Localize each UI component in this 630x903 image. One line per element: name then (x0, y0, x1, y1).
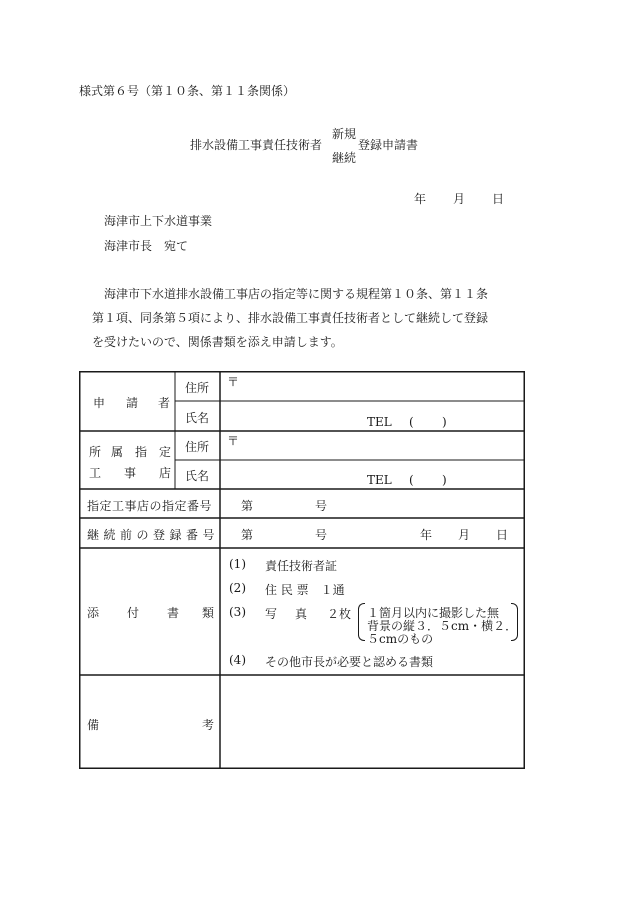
application-form-table (79, 371, 525, 769)
affiliation-label-1: 所 (89, 445, 102, 459)
applicant-postal-mark: 〒 (227, 375, 240, 389)
applicant-tel-field[interactable] (393, 412, 513, 429)
prior-registration-day: 日 (496, 528, 509, 542)
date-month: 月 (453, 192, 466, 206)
attachment-3-text-c: ２枚 (327, 607, 352, 621)
addressee-mayor: 海津市長 宛て (104, 239, 189, 253)
prior-registration-date-field[interactable] (349, 523, 499, 544)
prior-registration-go: 号 (315, 528, 328, 542)
applicant-tel-paren-close: ) (442, 415, 447, 429)
prior-registration-number-field[interactable] (257, 523, 311, 544)
attachment-3-note-line-1: １箇月以内に撮影した無 (367, 606, 500, 620)
form-number: 様式第６号（第１０条、第１１条関係） (79, 84, 296, 98)
applicant-name-label: 氏名 (185, 411, 210, 425)
attachment-1-number: (1) (229, 557, 246, 571)
attachment-2-text: 住 民 票 １通 (265, 583, 345, 597)
affiliation-tel-paren-open: ( (409, 473, 414, 487)
body-line-1: 海津市下水道排水設備工事店の指定等に関する規程第１０条、第１１条 (104, 287, 489, 301)
title-prefix: 排水設備工事責任技術者 (190, 138, 323, 152)
applicant-tel-paren-open: ( (409, 415, 414, 429)
date-year: 年 (414, 192, 427, 206)
attachment-3-number: (3) (229, 605, 246, 619)
affiliation-tel-field[interactable] (393, 470, 513, 487)
prior-registration-label: 継続前の登録番号 (87, 528, 220, 542)
affiliation-tel-paren-close: ) (442, 473, 447, 487)
attachment-4-number: (4) (229, 653, 246, 667)
affiliation-tel-label: TEL (367, 473, 392, 487)
attachment-3-text-b: 真 (295, 607, 308, 621)
designation-number-label: 指定工事店の指定番号 (87, 499, 213, 513)
prior-registration-month: 月 (458, 528, 471, 542)
affiliation-address-field[interactable] (226, 435, 516, 456)
attachment-3-text-a: 写 (265, 607, 278, 621)
body-line-2: 第１項、同条第５項により、排水設備工事責任技術者として継続して登録 (92, 311, 489, 325)
attachment-1-text: 責任技術者証 (265, 559, 338, 573)
designation-dai: 第 (241, 499, 254, 513)
affiliation-label-4: 定 (159, 445, 172, 459)
applicant-tel-label: TEL (367, 415, 392, 429)
attachment-3-note-line-3: ５cmのもの (367, 632, 434, 646)
attachments-label-4: 類 (202, 606, 215, 620)
attachment-3-brace-left (358, 603, 365, 641)
applicant-name-field[interactable] (226, 404, 366, 428)
addressee-org: 海津市上下水道事業 (104, 214, 213, 228)
attachments-label-3: 書 (167, 606, 180, 620)
designation-number-field[interactable] (257, 494, 311, 514)
applicant-label-2: 請 (126, 396, 139, 410)
affiliation-address-label: 住所 (185, 440, 210, 454)
date-day: 日 (492, 192, 505, 206)
remarks-label-2: 考 (202, 718, 215, 732)
applicant-address-field[interactable] (226, 376, 516, 396)
affiliation-name-label: 氏名 (185, 469, 210, 483)
attachment-4-text: その他市長が必要と認める書類 (265, 655, 434, 669)
affiliation-label-6: 事 (124, 466, 137, 480)
applicant-label-3: 者 (158, 396, 171, 410)
attachment-2-number: (2) (229, 581, 246, 595)
attachment-3-brace-right (511, 603, 518, 641)
applicant-address-label: 住所 (185, 381, 210, 395)
remarks-label-1: 備 (87, 718, 100, 732)
title-suffix: 登録申請書 (358, 138, 419, 152)
affiliation-label-7: 店 (159, 466, 172, 480)
affiliation-label-2: 属 (111, 445, 124, 459)
attachment-3-note-line-2: 背景の縦３．５cm・横２． (367, 619, 518, 633)
prior-registration-year: 年 (420, 528, 433, 542)
affiliation-name-field[interactable] (226, 463, 366, 487)
applicant-label-1: 申 (93, 396, 106, 410)
remarks-field[interactable] (225, 680, 519, 764)
affiliation-label-5: 工 (89, 466, 102, 480)
affiliation-postal-mark: 〒 (227, 434, 240, 448)
body-line-3: を受けたいので、関係書類を添え申請します。 (92, 335, 343, 349)
title-option-continue: 継続 (332, 151, 357, 165)
designation-go: 号 (315, 499, 328, 513)
title-option-new: 新規 (332, 127, 357, 141)
affiliation-label-3: 指 (135, 445, 148, 459)
attachments-label-2: 付 (127, 606, 140, 620)
attachments-label-1: 添 (87, 606, 100, 620)
prior-registration-dai: 第 (241, 528, 254, 542)
